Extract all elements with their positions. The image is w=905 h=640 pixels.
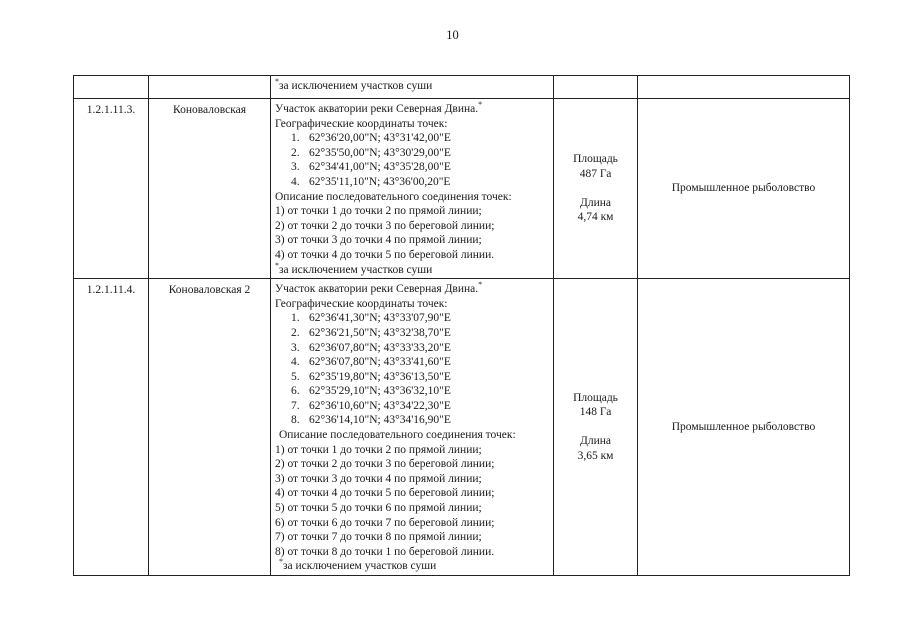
connection-item: 6) от точки 6 до точки 7 по береговой линии; — [275, 516, 495, 529]
coordinate-list — [275, 311, 551, 428]
coordinate-item: 4. 62°35'11,10"N; 43°36'00,20"E — [291, 175, 451, 188]
area-label: Площадь — [573, 153, 618, 166]
row-number: 1.2.1.11.4. — [74, 279, 149, 576]
connection-item: 3) от точки 3 до точки 4 по прямой линии; — [275, 234, 482, 247]
coordinate-item: 1. 62°36'41,30"N; 43°33'07,90"E — [291, 312, 451, 325]
area-label: Площадь — [573, 391, 618, 404]
footnote: *за исключением участков суши — [275, 260, 433, 276]
coordinate-item: 3. 62°36'07,80"N; 43°33'33,20"E — [291, 341, 451, 354]
connection-item: 3) от точки 3 до точки 4 по прямой линии; — [275, 472, 482, 485]
page-number: 10 — [446, 28, 459, 42]
continued-row — [74, 76, 850, 99]
cont-measure-cell — [554, 76, 638, 99]
footnote: *за исключением участков суши — [279, 557, 437, 573]
coordinate-item: 4. 62°36'07,80"N; 43°33'41,60"E — [291, 356, 451, 369]
area-name: Коноваловская 2 — [149, 279, 271, 576]
connection-heading: Описание последовательного соединения точек: — [279, 429, 516, 442]
length-label: Длина — [580, 196, 611, 209]
area-description — [271, 99, 554, 279]
area-title: Участок акватории реки Северная Двина.* — [275, 280, 483, 296]
coordinate-item: 5. 62°35'19,80"N; 43°36'13,50"E — [291, 370, 451, 383]
coords-heading: Географические координаты точек: — [275, 297, 448, 310]
connection-item: 4) от точки 4 до точки 5 по береговой линии; — [275, 487, 495, 500]
area-measurements — [554, 99, 638, 279]
cont-desc-cell — [271, 76, 554, 99]
coords-heading: Географические координаты точек: — [275, 117, 448, 130]
coordinate-item: 2. 62°35'50,00"N; 43°30'29,00"E — [291, 146, 451, 159]
row-number: 1.2.1.11.3. — [74, 99, 149, 279]
usage-type: Промышленное рыболовство — [638, 279, 850, 576]
connection-heading: Описание последовательного соединения точек: — [275, 190, 512, 203]
cont-usage-cell — [638, 76, 850, 99]
cont-name-cell — [149, 76, 271, 99]
usage-type: Промышленное рыболовство — [638, 99, 850, 279]
fishing-areas-table — [73, 75, 850, 576]
connection-item: 8) от точки 8 до точки 1 по береговой линии. — [275, 545, 495, 558]
coordinate-item: 1. 62°36'20,00"N; 43°31'42,00"E — [291, 132, 451, 145]
area-value: 487 Га — [579, 167, 612, 180]
continued-note: за исключением участков суши — [279, 80, 433, 92]
length-value: 3,65 км — [577, 449, 614, 462]
area-measurements — [554, 279, 638, 576]
connection-item: 2) от точки 2 до точки 3 по береговой линии; — [275, 458, 495, 471]
length-label: Длина — [580, 435, 611, 448]
area-title: Участок акватории реки Северная Двина.* — [275, 100, 483, 115]
area-value: 148 Га — [579, 406, 612, 419]
coordinate-item: 2. 62°36'21,50"N; 43°32'38,70"E — [291, 326, 451, 339]
coordinate-item: 7. 62°36'10,60"N; 43°34'22,30"E — [291, 399, 451, 412]
area-description — [271, 279, 554, 576]
cont-number-cell — [74, 76, 149, 99]
connection-item: 5) от точки 5 до точки 6 по прямой линии; — [275, 502, 482, 515]
table-row — [74, 99, 850, 279]
coordinate-item: 8. 62°36'14,10"N; 43°34'16,90"E — [291, 414, 451, 427]
coordinate-item: 3. 62°34'41,00"N; 43°35'28,00"E — [291, 161, 451, 174]
connection-item: 7) от точки 7 до точки 8 по прямой линии; — [275, 531, 482, 544]
connection-item: 2) от точки 2 до точки 3 по береговой линии; — [275, 219, 495, 232]
connection-item: 1) от точки 1 до точки 2 по прямой линии; — [275, 205, 482, 218]
table-row — [74, 279, 850, 576]
footnote-mark: * — [275, 77, 279, 86]
coordinate-list — [275, 131, 551, 189]
connection-item: 4) от точки 4 до точки 5 по береговой линии. — [275, 248, 495, 261]
area-name: Коноваловская — [149, 99, 271, 279]
coordinate-item: 6. 62°35'29,10"N; 43°36'32,10"E — [291, 385, 451, 398]
length-value: 4,74 км — [577, 211, 614, 224]
connection-item: 1) от точки 1 до точки 2 по прямой линии; — [275, 443, 482, 456]
